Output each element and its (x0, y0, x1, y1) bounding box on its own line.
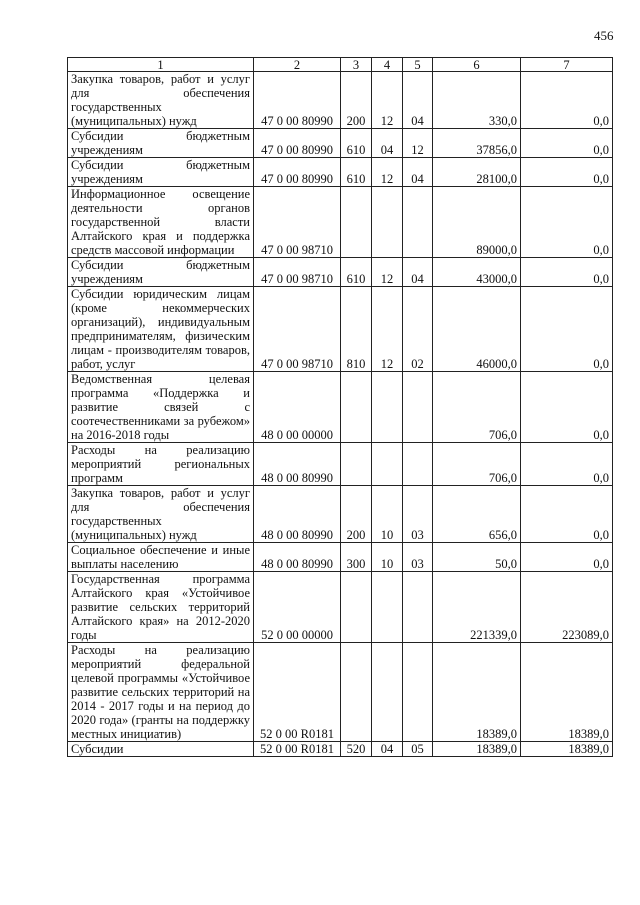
table-row (68, 158, 613, 187)
expense-name: Закупка товаров, работ и услуг для обеспечения государственных (муниципальных) нужд (68, 72, 254, 129)
expense-type: 200 (341, 72, 372, 129)
expense-type: 200 (341, 486, 372, 543)
target-code: 47 0 00 80990 (254, 72, 341, 129)
target-code: 47 0 00 98710 (254, 287, 341, 372)
expense-type (341, 572, 372, 643)
target-code: 48 0 00 80990 (254, 543, 341, 572)
expense-name: Закупка товаров, работ и услуг для обеспечения государственных (муниципальных) нужд (68, 486, 254, 543)
column-header: 2 (254, 58, 341, 72)
section: 10 (372, 486, 403, 543)
target-code: 48 0 00 80990 (254, 443, 341, 486)
table-row (68, 572, 613, 643)
expense-type (341, 372, 372, 443)
amount-year-1: 43000,0 (433, 258, 521, 287)
section: 12 (372, 258, 403, 287)
amount-year-1: 46000,0 (433, 287, 521, 372)
amount-year-1: 37856,0 (433, 129, 521, 158)
amount-year-1: 18389,0 (433, 742, 521, 757)
expense-type: 520 (341, 742, 372, 757)
expense-type: 810 (341, 287, 372, 372)
subsection: 03 (403, 486, 433, 543)
section: 12 (372, 158, 403, 187)
amount-year-2: 18389,0 (521, 742, 613, 757)
section: 10 (372, 543, 403, 572)
expense-name: Информационное освещение деятельности органов государственной власти Алтайского края и поддержка средств массовой информации (68, 187, 254, 258)
amount-year-1: 706,0 (433, 372, 521, 443)
expense-type (341, 643, 372, 742)
column-header: 1 (68, 58, 254, 72)
subsection: 12 (403, 129, 433, 158)
expense-type (341, 443, 372, 486)
expense-name: Субсидии юридическим лицам (кроме некоммерческих организаций), индивидуальным предпринимателям, физическим лицам - производителям товаров, работ, услуг (68, 287, 254, 372)
subsection (403, 443, 433, 486)
table-row (68, 643, 613, 742)
subsection (403, 643, 433, 742)
amount-year-2: 0,0 (521, 287, 613, 372)
amount-year-2: 0,0 (521, 443, 613, 486)
subsection (403, 187, 433, 258)
expense-name: Государственная программа Алтайского края «Устойчивое развитие сельских территорий Алтайского края» на 2012-2020 годы (68, 572, 254, 643)
amount-year-2: 0,0 (521, 158, 613, 187)
amount-year-1: 28100,0 (433, 158, 521, 187)
column-header: 7 (521, 58, 613, 72)
subsection (403, 572, 433, 643)
table-row (68, 742, 613, 757)
expense-type (341, 187, 372, 258)
target-code: 47 0 00 80990 (254, 129, 341, 158)
target-code: 47 0 00 80990 (254, 158, 341, 187)
table-row (68, 486, 613, 543)
section: 12 (372, 72, 403, 129)
amount-year-1: 50,0 (433, 543, 521, 572)
amount-year-1: 706,0 (433, 443, 521, 486)
subsection: 04 (403, 72, 433, 129)
expense-type: 610 (341, 129, 372, 158)
section (372, 372, 403, 443)
expense-name: Социальное обеспечение и иные выплаты населению (68, 543, 254, 572)
expense-name: Расходы на реализацию мероприятий федеральной целевой программы «Устойчивое развитие сельских территорий на 2014 - 2017 годы и на период до 2020 года» (гранты на поддержку местных инициатив) (68, 643, 254, 742)
expense-name: Субсидии (68, 742, 254, 757)
expense-type: 610 (341, 158, 372, 187)
subsection: 02 (403, 287, 433, 372)
amount-year-2: 0,0 (521, 187, 613, 258)
section (372, 572, 403, 643)
table-row (68, 443, 613, 486)
subsection: 04 (403, 258, 433, 287)
amount-year-2: 0,0 (521, 372, 613, 443)
expense-name: Субсидии бюджетным учреждениям (68, 158, 254, 187)
expense-type: 300 (341, 543, 372, 572)
column-header: 6 (433, 58, 521, 72)
expense-type: 610 (341, 258, 372, 287)
table-row (68, 187, 613, 258)
section (372, 643, 403, 742)
subsection: 03 (403, 543, 433, 572)
target-code: 52 0 00 00000 (254, 572, 341, 643)
table-row (68, 129, 613, 158)
target-code: 52 0 00 R0181 (254, 643, 341, 742)
table-row (68, 287, 613, 372)
section: 04 (372, 129, 403, 158)
table-row (68, 72, 613, 129)
target-code: 52 0 00 R0181 (254, 742, 341, 757)
column-header: 4 (372, 58, 403, 72)
expense-name: Субсидии бюджетным учреждениям (68, 258, 254, 287)
amount-year-2: 0,0 (521, 72, 613, 129)
budget-table (67, 57, 613, 757)
page-number: 456 (594, 28, 614, 43)
target-code: 47 0 00 98710 (254, 258, 341, 287)
section (372, 443, 403, 486)
header-row (68, 58, 613, 72)
amount-year-2: 0,0 (521, 486, 613, 543)
section: 04 (372, 742, 403, 757)
expense-name: Расходы на реализацию мероприятий региональных программ (68, 443, 254, 486)
amount-year-2: 0,0 (521, 129, 613, 158)
expense-name: Ведомственная целевая программа «Поддержка и развитие связей с соотечественниками за рубежом» на 2016-2018 годы (68, 372, 254, 443)
subsection: 04 (403, 158, 433, 187)
expense-name: Субсидии бюджетным учреждениям (68, 129, 254, 158)
amount-year-2: 0,0 (521, 543, 613, 572)
amount-year-1: 330,0 (433, 72, 521, 129)
amount-year-2: 223089,0 (521, 572, 613, 643)
column-header: 5 (403, 58, 433, 72)
table-row (68, 258, 613, 287)
table-row (68, 543, 613, 572)
table-row (68, 372, 613, 443)
section (372, 187, 403, 258)
target-code: 48 0 00 80990 (254, 486, 341, 543)
column-header: 3 (341, 58, 372, 72)
target-code: 47 0 00 98710 (254, 187, 341, 258)
amount-year-1: 89000,0 (433, 187, 521, 258)
subsection: 05 (403, 742, 433, 757)
subsection (403, 372, 433, 443)
amount-year-1: 18389,0 (433, 643, 521, 742)
section: 12 (372, 287, 403, 372)
amount-year-1: 656,0 (433, 486, 521, 543)
amount-year-2: 18389,0 (521, 643, 613, 742)
amount-year-2: 0,0 (521, 258, 613, 287)
target-code: 48 0 00 00000 (254, 372, 341, 443)
amount-year-1: 221339,0 (433, 572, 521, 643)
